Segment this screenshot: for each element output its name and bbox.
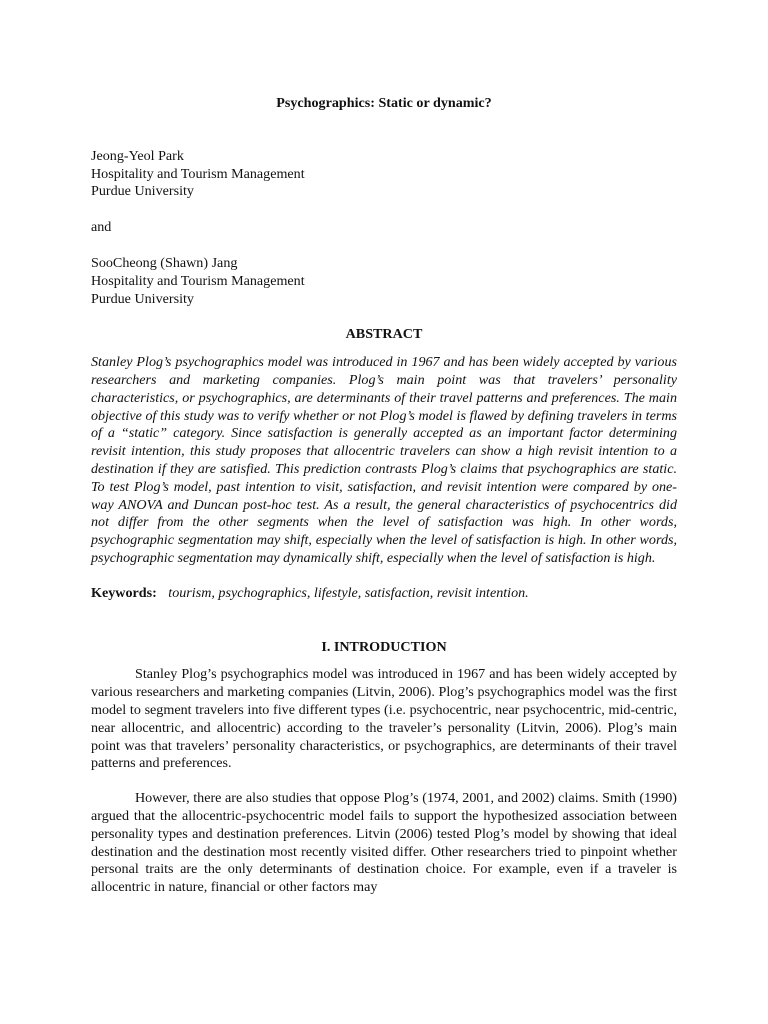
keywords-label: Keywords: bbox=[91, 584, 157, 601]
author-department: Hospitality and Tourism Management bbox=[91, 165, 305, 182]
author-affiliation: Purdue University bbox=[91, 183, 194, 200]
paper-title: Psychographics: Static or dynamic? bbox=[276, 95, 492, 111]
abstract-heading: ABSTRACT bbox=[345, 326, 423, 343]
author-block-2 bbox=[91, 255, 677, 308]
body-paragraph: Stanley Plog’s psychographics model was introduced in 1967 and has been widely accepted by various researchers and marketing companies (Litvin, 2006). Plog’s psychographics model was the first model to segment travelers into five different types (i.e. psychocentric, near psychocentric, mid-centric, near allocentric, and allocentric) according to the traveler’s personality (Litvin, 2006). Plog’s main point was that travelers’ personality characteristics, or psychographics, are determinants of their travel patterns and preferences. bbox=[91, 666, 677, 772]
abstract-text: Stanley Plog’s psychographics model was introduced in 1967 and has been widely accepted by various researchers and marketing companies. Plog’s main point was that travelers’ personality characteristics, or psychographics, are determinants of their travel patterns and preferences. The main objective of this study was to verify whether or not Plog’s model is flawed by defining travelers in terms of a “static” category. Since satisfaction is generally accepted as an important factor determining revisit intention, this study proposes that allocentric travelers can show a high revisit intention to a destination if they are satisfied. This prediction contrasts Plog’s claims that psychographics are static. To test Plog’s model, past intention to visit, satisfaction, and revisit intention were compared by one-way ANOVA and Duncan post-hoc test. As a result, the general characteristics of psychocentrics did not differ from the other segments when the level of satisfaction was high. In other words, psychographic segmentation may shift, especially when the level of satisfaction is high. In other words, psychographic segmentation may dynamically shift, especially when the level of satisfaction is high. bbox=[91, 354, 677, 566]
author-conjunction: and bbox=[91, 219, 112, 236]
author-department: Hospitality and Tourism Management bbox=[91, 272, 305, 289]
author-name: SooCheong (Shawn) Jang bbox=[91, 254, 238, 271]
paper-page bbox=[91, 95, 677, 897]
section-heading-introduction: I. INTRODUCTION bbox=[321, 638, 447, 655]
keywords-list: tourism, psychographics, lifestyle, satisfaction, revisit intention. bbox=[168, 584, 529, 601]
keywords-line bbox=[91, 585, 677, 603]
author-name: Jeong-Yeol Park bbox=[91, 147, 184, 164]
body-paragraph: However, there are also studies that oppose Plog’s (1974, 2001, and 2002) claims. Smith (1990) argued that the allocentric-psychocentric model fails to support the hypothesized association between personality types and destination preferences. Litvin (2006) tested Plog’s model by showing that ideal destination and the destination most recently visited differ. Other researchers tried to pinpoint whether personal traits are the only determinants of destination choice. For example, even if a traveler is allocentric in nature, financial or other factors may bbox=[91, 790, 677, 896]
author-affiliation: Purdue University bbox=[91, 290, 194, 307]
author-block-1 bbox=[91, 148, 677, 201]
